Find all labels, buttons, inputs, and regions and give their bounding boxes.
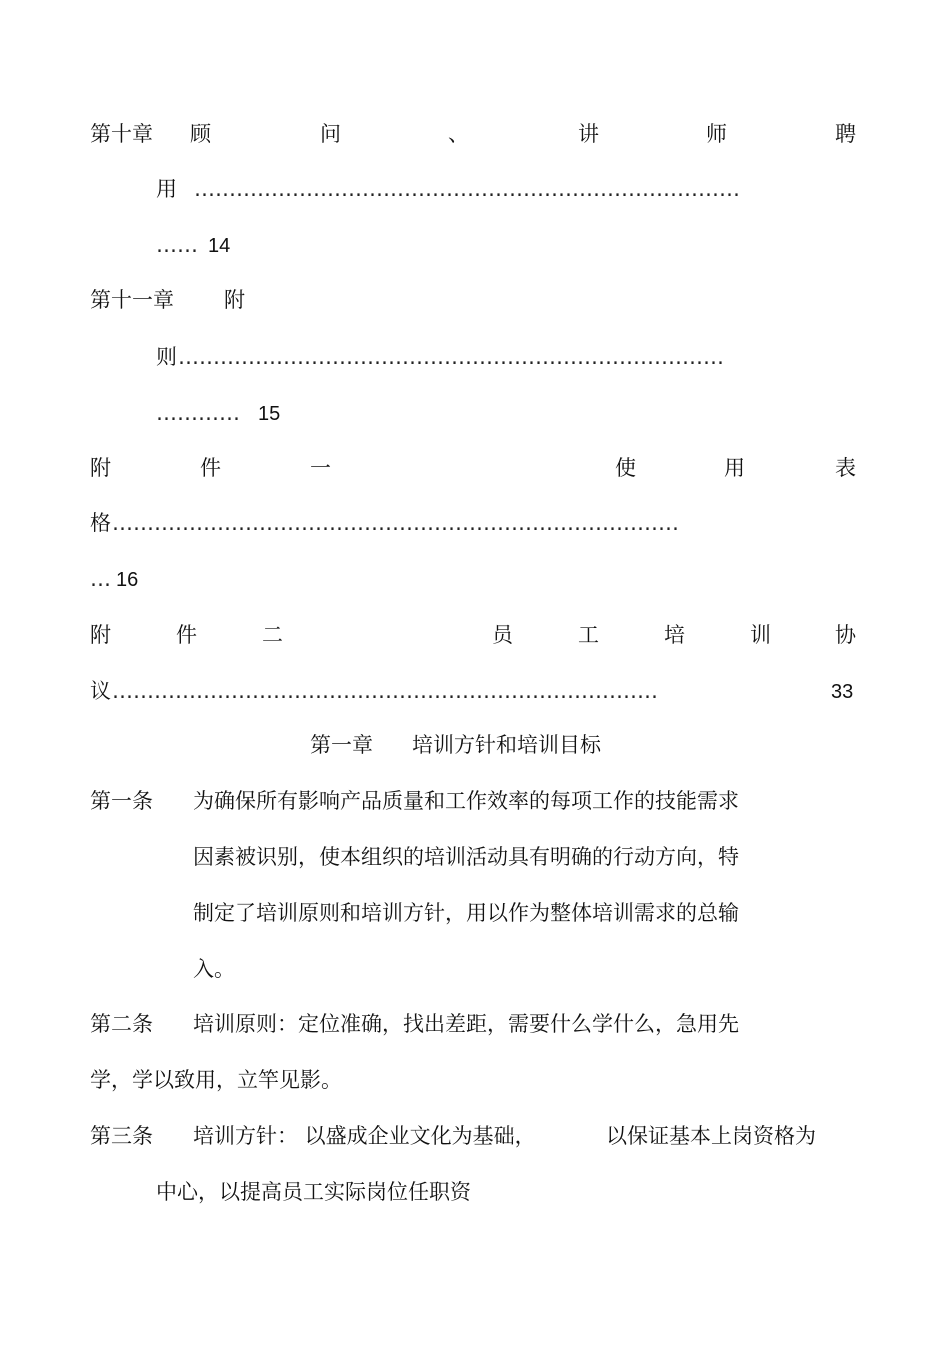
toc-leader-dots: …………………………………………………………………… xyxy=(194,177,740,201)
toc-title-char: 一 xyxy=(310,456,331,480)
chapter-title: 培训方针和培训目标 xyxy=(412,733,601,757)
toc-title-char: 、 xyxy=(448,122,469,146)
toc-title-char: 表 xyxy=(835,456,856,480)
toc-title-char: 讲 xyxy=(578,122,599,146)
toc-title-char: 员 xyxy=(492,623,513,647)
toc-leader-dots: … xyxy=(90,567,111,591)
article-text-line: 因素被识别，使本组织的培训活动具有明确的行动方向，特 xyxy=(193,845,739,869)
toc-title-char: 用 xyxy=(156,177,177,201)
toc-title-char: 件 xyxy=(176,623,197,647)
toc-title-char: 附 xyxy=(90,456,111,480)
toc-title-char: 训 xyxy=(750,623,771,647)
toc-title-char: 二 xyxy=(262,623,283,647)
article-text-line: 学，学以致用，立竿见影。 xyxy=(90,1068,342,1092)
toc-title-char: 师 xyxy=(706,122,727,146)
toc-title-char: 则 xyxy=(156,345,177,369)
toc-page-number: 14 xyxy=(208,235,231,257)
toc-leader-dots: ………… xyxy=(156,401,240,425)
article-label: 第二条 xyxy=(90,1012,153,1036)
toc-title-char: 协 xyxy=(835,623,856,647)
toc-chapter-label: 第十一章 xyxy=(90,288,174,312)
article-text-line: 为确保所有影响产品质量和工作效率的每项工作的技能需求 xyxy=(193,789,739,813)
article-text-line: 中心，以提高员工实际岗位任职资 xyxy=(156,1180,471,1204)
toc-title-char: 问 xyxy=(320,122,341,146)
toc-page-number: 15 xyxy=(258,403,281,425)
toc-title-char: 使 xyxy=(615,456,636,480)
toc-title-char: 聘 xyxy=(835,122,856,146)
toc-chapter-label: 第十章 xyxy=(90,122,153,146)
article-text-line: 培训方针： 以盛成企业文化为基础， xyxy=(193,1124,536,1148)
toc-title-char: 件 xyxy=(200,456,221,480)
toc-page-number: 16 xyxy=(116,569,139,591)
toc-title-char: 用 xyxy=(724,456,745,480)
toc-title-char: 培 xyxy=(664,623,685,647)
article-label: 第一条 xyxy=(90,789,153,813)
toc-title-char: 工 xyxy=(578,623,599,647)
toc-page-number: 33 xyxy=(831,681,854,703)
article-text-line: 培训原则：定位准确，找出差距，需要什么学什么，急用先 xyxy=(193,1012,739,1036)
toc-title-char: 附 xyxy=(90,623,111,647)
toc-title-char: 顾 xyxy=(190,122,211,146)
article-text-line: 以保证基本上岗资格为 xyxy=(606,1124,816,1148)
toc-leader-dots: …………………………………………………………………… xyxy=(178,345,724,369)
article-label: 第三条 xyxy=(90,1124,153,1148)
toc-title-char: 附 xyxy=(224,288,245,312)
toc-title-char: 格 xyxy=(90,511,111,535)
toc-leader-dots: ……………………………………………………………………… xyxy=(112,511,679,535)
toc-leader-dots: …… xyxy=(156,233,198,257)
article-text-line: 制定了培训原则和培训方针，用以作为整体培训需求的总输 xyxy=(193,901,739,925)
toc-title-char: 议 xyxy=(90,679,111,703)
chapter-number: 第一章 xyxy=(310,733,373,757)
toc-leader-dots: …………………………………………………………………… xyxy=(112,679,658,703)
article-text-line: 入。 xyxy=(193,957,235,981)
